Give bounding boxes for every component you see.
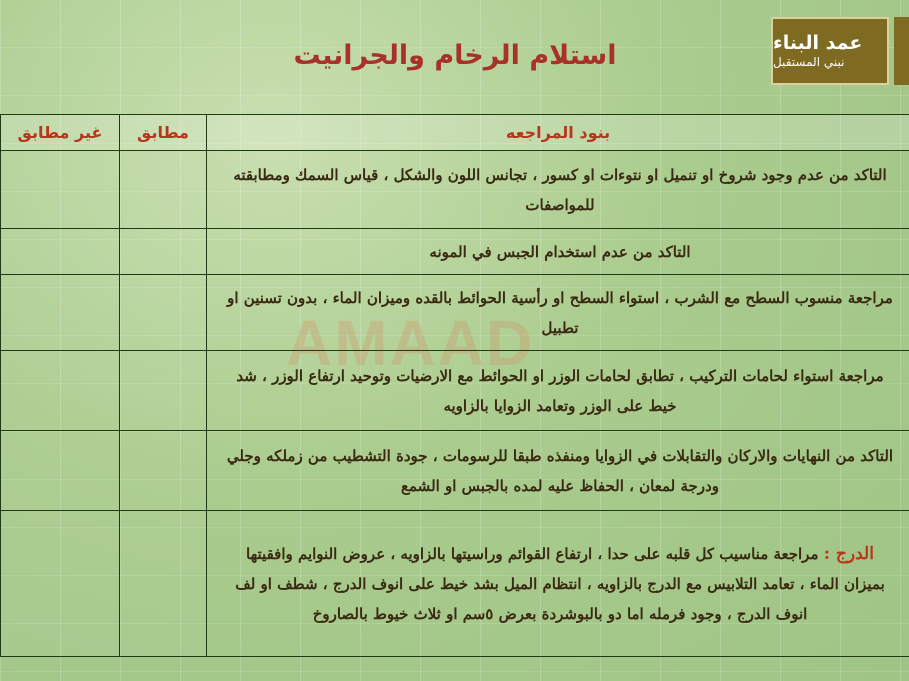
match-cell[interactable] (120, 351, 207, 431)
checklist-table (0, 114, 909, 657)
row-desc: مراجعة استواء لحامات التركيب ، تطابق لحامات الوزر او الحوائط مع الارضيات وتوحيد ارتفاع الوزر ، شد خيط على الوزر وتعامد الزوايا بالزاويه (236, 366, 884, 415)
logo-accent-bar (894, 17, 909, 85)
table-row (1, 511, 909, 657)
header-match: مطابق (120, 115, 207, 151)
no-match-cell[interactable] (1, 151, 120, 229)
match-cell[interactable] (120, 511, 207, 657)
no-match-cell[interactable] (1, 351, 120, 431)
no-match-cell[interactable] (1, 511, 120, 657)
page-title: استلام الرخام والجرانيت (293, 40, 617, 71)
row-text (207, 511, 909, 657)
row-text (207, 151, 909, 229)
row-desc: التاكد من النهايات والاركان والتقابلات في الزوايا ومنفذه طبقا للرسومات ، جودة التشطيب من زملكه وجلي ودرجة لمعان ، الحفاظ عليه لمده بالجبس او الشمع (226, 446, 894, 495)
match-cell[interactable] (120, 151, 207, 229)
row-text (207, 229, 909, 275)
table-row (1, 351, 909, 431)
row-lead: الدرج : (823, 543, 874, 564)
no-match-cell[interactable] (1, 275, 120, 351)
match-cell[interactable] (120, 275, 207, 351)
row-text (207, 431, 909, 511)
table-header-row (1, 115, 909, 151)
row-desc: مراجعة منسوب السطح مع الشرب ، استواء السطح او رأسية الحوائط بالقده وميزان الماء ، بدون تسنين او تطبيل (227, 288, 893, 337)
logo-name: عمد البناء (773, 32, 863, 54)
match-cell[interactable] (120, 229, 207, 275)
match-cell[interactable] (120, 431, 207, 511)
table-row (1, 151, 909, 229)
logo-tagline: نبني المستقبل (773, 55, 845, 69)
header-no-match: غير مطابق (1, 115, 120, 151)
no-match-cell[interactable] (1, 431, 120, 511)
row-text (207, 351, 909, 431)
watermark: AMAAD (286, 307, 535, 379)
row-desc: التاكد من عدم استخدام الجبس في المونه (429, 242, 691, 261)
header-review-items: بنود المراجعه (207, 115, 909, 151)
table-row (1, 275, 909, 351)
table-row (1, 229, 909, 275)
table-row (1, 431, 909, 511)
row-desc: التاكد من عدم وجود شروخ او تنميل او نتوءات او كسور ، تجانس اللون والشكل ، قياس السمك ومطابقته للمواصفات (233, 165, 887, 214)
row-text (207, 275, 909, 351)
no-match-cell[interactable] (1, 229, 120, 275)
company-logo (771, 17, 889, 85)
row-desc: مراجعة مناسيب كل قلبه على حدا ، ارتفاع القوائم وراسيتها بالزاويه ، عروض النوايم وافقيتها بميزان الماء ، تعامد التلابيس مع الدرج بالزاويه ، انتظام الميل بشد خيط على انوف الدرج ، شطف او لف انوف الدرج ، وجود فرمله اما دو بالبوشردة بعرض ٥سم او ثلاث خيوط بالصاروخ (235, 544, 885, 623)
